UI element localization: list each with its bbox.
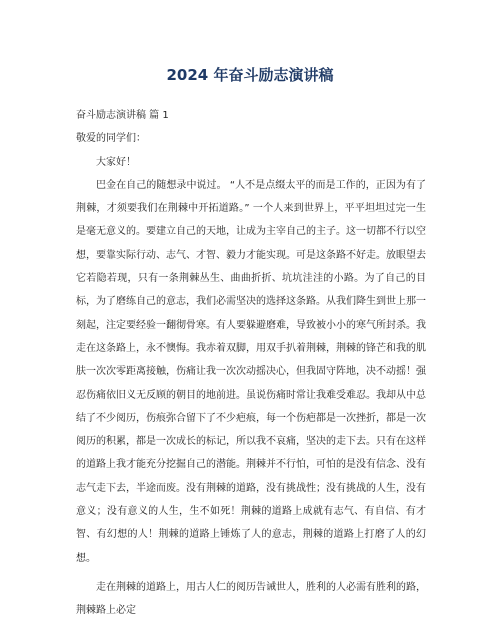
salutation: 敬爱的同学们：	[76, 133, 146, 145]
greeting: 大家好！	[96, 156, 136, 168]
document-subtitle: 奋斗励志演讲稿 篇 1	[76, 110, 169, 121]
body-paragraph: 巴金在自己的随想录中说过。 “人不是点缀太平的而是工作的，正因为有了荆棘，才须要我们在荆棘中开拓道路。” 一个人来到世界上，平平坦坦过完一生是毫无意义的。要建立自己的天地，让成为主宰自己的主子。这一切都不行以空想，要靠实际行动、志气、才智、毅力才能实现。可是这条路不好走。放眼望去它若隐若现，只有一条荆棘丛生、曲曲折折、坑坑洼洼的小路。为了自己的目标，为了磨练自己的意志，我们必需坚决的选择这条路。从我们降生到世上那一刻起，注定要经验一翻彻骨寒。有人要躲避磨难，导致被小小的寒气所封杀。我走在这条路上，永不懊悔。我赤着双脚，用双手扒着荆棘，荆棘的锋芒和我的肌肤一次次零距离接触，伤痛让我一次次动摇决心，但我固守阵地，决不动摇！强忍伤痛依旧义无反顾的朝目的地前进。虽说伤痛时常让我难受难忍。我却从中总结了不少阅历，伤痕弥合留下了不少疤痕，每一个伤疤都是一次挫折，都是一次阅历的积累，都是一次成长的标记，所以我不哀痛，坚决的走下去。只有在这样的道路上我才能充分挖掘自己的潜能。荆棘并不行怕，可怕的是没有信念、没有志气走下去，半途而废。没有荆棘的道路，没有挑战性；没有挑战的人生，没有意义；没有意义的人生，生不如死！荆棘的道路上成就有志气、有自信、有才智、有幻想的人！荆棘的道路上锤炼了人的意志，荆棘的道路上打磨了人的幻想。	[76, 179, 426, 564]
body-paragraph: 走在荆棘的道路上，用古人仁的阅历告诫世人，胜利的人必需有胜利的路，荆棘路上必定	[76, 581, 426, 617]
document-title: 2024 年奋斗励志演讲稿	[166, 66, 334, 84]
document-body	[76, 104, 426, 623]
